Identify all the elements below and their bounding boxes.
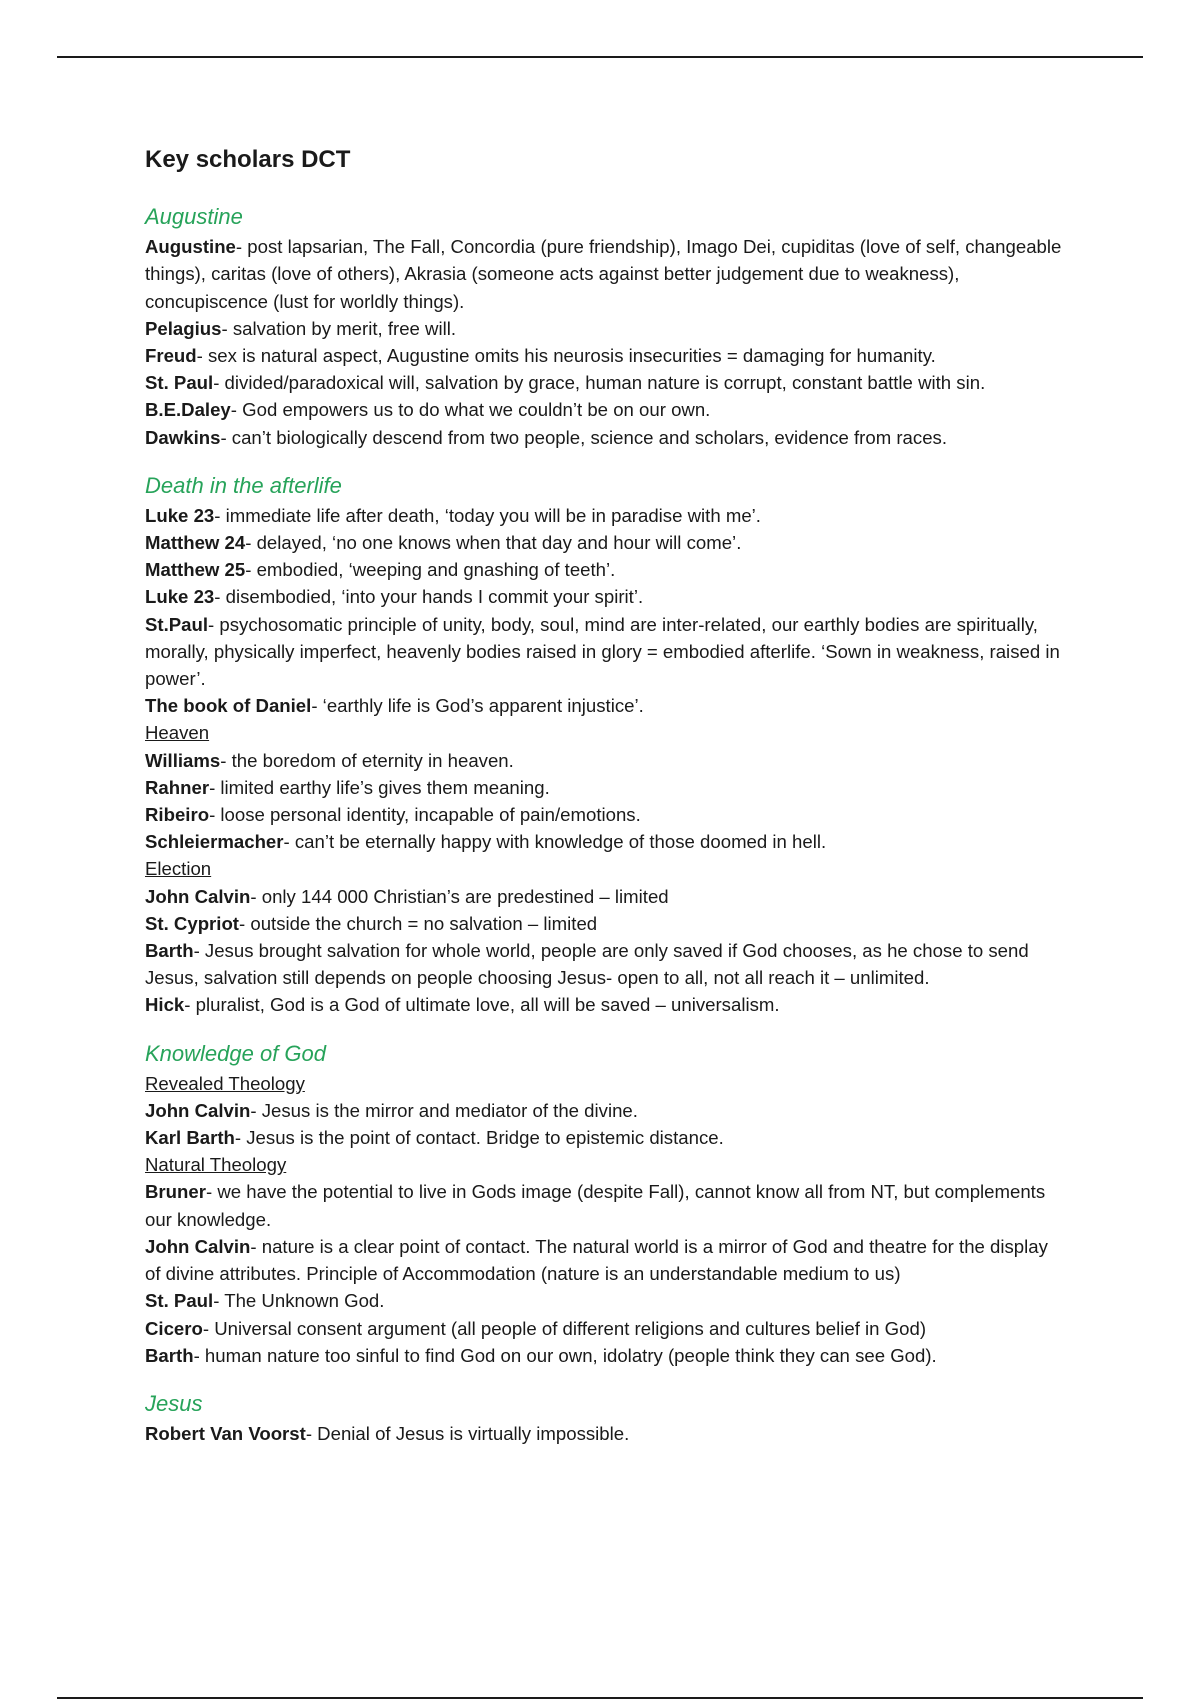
scholar-note: - nature is a clear point of contact. The natural world is a mirror of God and theatre for the display of divine attributes. Principle of Accommodation (nature is an understandable medium to us): [145, 1235, 1048, 1285]
page-title: Key scholars DCT: [145, 146, 351, 173]
scholar-name: St. Paul: [145, 1290, 214, 1312]
scholar-entry: [145, 1420, 1065, 1447]
section-jesus: [145, 1388, 1065, 1447]
scholar-name: John Calvin: [145, 1235, 251, 1257]
scholar-name: Freud: [145, 345, 197, 366]
scholar-name: Williams: [145, 749, 221, 771]
scholar-note: - we have the potential to live in Gods image (despite Fall), cannot know all from NT, but complements our knowledge.: [145, 1181, 1046, 1230]
scholar-entry: [145, 556, 1065, 583]
scholar-note: - Universal consent argument (all people of different religions and cultures belief in God): [202, 1317, 927, 1339]
scholar-name: B.E.Daley: [145, 399, 231, 421]
scholar-entry: [145, 883, 1065, 910]
section-heading: Augustine: [145, 204, 243, 230]
scholar-note: - can’t be eternally happy with knowledge of those doomed in hell.: [283, 831, 827, 853]
section-death-in-the-afterlife: [145, 470, 1065, 1019]
scholar-entry: [145, 502, 1065, 529]
scholar-name: Robert Van Voorst: [145, 1422, 306, 1444]
document-page: [145, 144, 1065, 1466]
scholar-name: Hick: [145, 994, 185, 1016]
section-heading: Knowledge of God: [145, 1040, 327, 1066]
scholar-note: - loose personal identity, incapable of pain/emotions.: [209, 804, 641, 826]
scholar-note: - disembodied, ‘into your hands I commit your spirit’.: [214, 586, 644, 608]
scholar-name: John Calvin: [145, 1099, 251, 1121]
scholar-name: Dawkins: [145, 426, 221, 448]
scholar-name: John Calvin: [145, 885, 251, 907]
scholar-note: - pluralist, God is a God of ultimate love, all will be saved – universalism.: [184, 994, 780, 1016]
scholar-entry: [145, 342, 1065, 369]
top-rule: [57, 56, 1143, 58]
scholar-entry: [145, 611, 1065, 693]
scholar-entry: [145, 910, 1065, 937]
scholar-note: - Jesus brought salvation for whole world, people are only saved if God chooses, as he chose to send Jesus, salvation still depends on people choosing Jesus- open to all, not all reach it – unlimited.: [145, 940, 1029, 989]
scholar-name: Augustine: [145, 236, 236, 258]
scholar-entry: [145, 692, 1065, 719]
scholar-entry: [145, 315, 1065, 342]
scholar-name: Barth: [145, 1344, 194, 1366]
scholar-note: - human nature too sinful to find God on our own, idolatry (people think they can see God).: [193, 1344, 937, 1366]
scholar-note: - delayed, ‘no one knows when that day and hour will come’.: [245, 532, 742, 554]
scholar-note: - outside the church = no salvation – limited: [239, 912, 598, 934]
scholar-note: - salvation by merit, free will.: [221, 317, 457, 339]
subheading: Natural Theology: [145, 1154, 287, 1176]
scholar-name: Luke 23: [145, 504, 215, 526]
scholar-name: Matthew 25: [145, 559, 246, 581]
scholar-note: - the boredom of eternity in heaven.: [220, 749, 514, 771]
section-knowledge-of-god: [145, 1038, 1065, 1369]
scholar-name: Rahner: [145, 776, 210, 798]
scholar-note: - Denial of Jesus is virtually impossible.: [305, 1422, 630, 1444]
scholar-note: - ‘earthly life is God’s apparent injustice’.: [311, 695, 644, 717]
scholar-entry: [145, 369, 1065, 396]
scholar-entry: [145, 991, 1065, 1018]
scholar-note: - psychosomatic principle of unity, body, soul, mind are inter-related, our earthly bodies are spiritually, morally, physically imperfect, heavenly bodies raised in glory = embodied afterlife. ‘Sown in weakness, raised in power’.: [145, 613, 1060, 690]
scholar-note: - post lapsarian, The Fall, Concordia (pure friendship), Imago Dei, cupiditas (love of self, changeable things), caritas (love of others), Akrasia (someone acts against better judgement due to weakness), concupiscence (lust for worldly things).: [145, 236, 1062, 312]
bottom-rule: [57, 1697, 1143, 1699]
scholar-note: - Jesus is the mirror and mediator of the divine.: [250, 1099, 638, 1121]
scholar-note: - divided/paradoxical will, salvation by grace, human nature is corrupt, constant battle with sin.: [213, 372, 986, 394]
subheading: Heaven: [145, 722, 210, 744]
scholar-entry: [145, 529, 1065, 556]
section-heading: Jesus: [145, 1390, 203, 1416]
scholar-name: Schleiermacher: [145, 831, 284, 853]
scholar-name: Cicero: [145, 1317, 203, 1339]
subheading: Revealed Theology: [145, 1072, 305, 1094]
scholar-entry: [145, 1342, 1065, 1369]
scholar-entry: [145, 828, 1065, 855]
scholar-entry: [145, 424, 1065, 451]
scholar-name: Pelagius: [145, 317, 222, 339]
scholar-note: - only 144 000 Christian’s are predestined – limited: [250, 885, 669, 907]
scholar-name: St. Cypriot: [145, 912, 240, 934]
scholar-entry: [145, 1233, 1065, 1287]
scholar-name: Ribeiro: [145, 804, 210, 826]
scholar-entry: [145, 937, 1065, 991]
section-heading: Death in the afterlife: [145, 472, 342, 498]
subheading: Election: [145, 858, 212, 880]
scholar-note: - can’t biologically descend from two people, science and scholars, evidence from races.: [220, 426, 947, 448]
scholar-note: - God empowers us to do what we couldn’t be on our own.: [230, 399, 711, 421]
scholar-entry: [145, 1315, 1065, 1342]
scholar-name: St.Paul: [145, 613, 209, 635]
scholar-name: St. Paul: [145, 372, 214, 394]
scholar-note: - immediate life after death, ‘today you will be in paradise with me’.: [214, 504, 761, 526]
scholar-entry: [145, 233, 1065, 315]
scholar-name: Barth: [145, 940, 194, 962]
scholar-note: - Jesus is the point of contact. Bridge to epistemic distance.: [234, 1127, 724, 1149]
scholar-note: - limited earthy life’s gives them meaning.: [209, 776, 550, 798]
scholar-entry: [145, 583, 1065, 610]
scholar-entry: [145, 396, 1065, 423]
sections-container: [145, 201, 1065, 1447]
scholar-entry: [145, 774, 1065, 801]
scholar-note: - embodied, ‘weeping and gnashing of teeth’.: [245, 559, 616, 581]
scholar-name: Bruner: [145, 1181, 206, 1203]
scholar-entry: [145, 747, 1065, 774]
section-augustine: [145, 201, 1065, 451]
scholar-name: The book of Daniel: [145, 695, 312, 717]
scholar-note: - sex is natural aspect, Augustine omits his neurosis insecurities = damaging for humanity.: [196, 345, 936, 366]
scholar-entry: [145, 1287, 1065, 1314]
scholar-name: Matthew 24: [145, 532, 246, 554]
scholar-name: Luke 23: [145, 586, 215, 608]
scholar-entry: [145, 801, 1065, 828]
scholar-entry: [145, 1124, 1065, 1151]
scholar-entry: [145, 1097, 1065, 1124]
scholar-entry: [145, 1178, 1065, 1232]
scholar-name: Karl Barth: [145, 1127, 235, 1149]
scholar-note: - The Unknown God.: [213, 1290, 385, 1312]
